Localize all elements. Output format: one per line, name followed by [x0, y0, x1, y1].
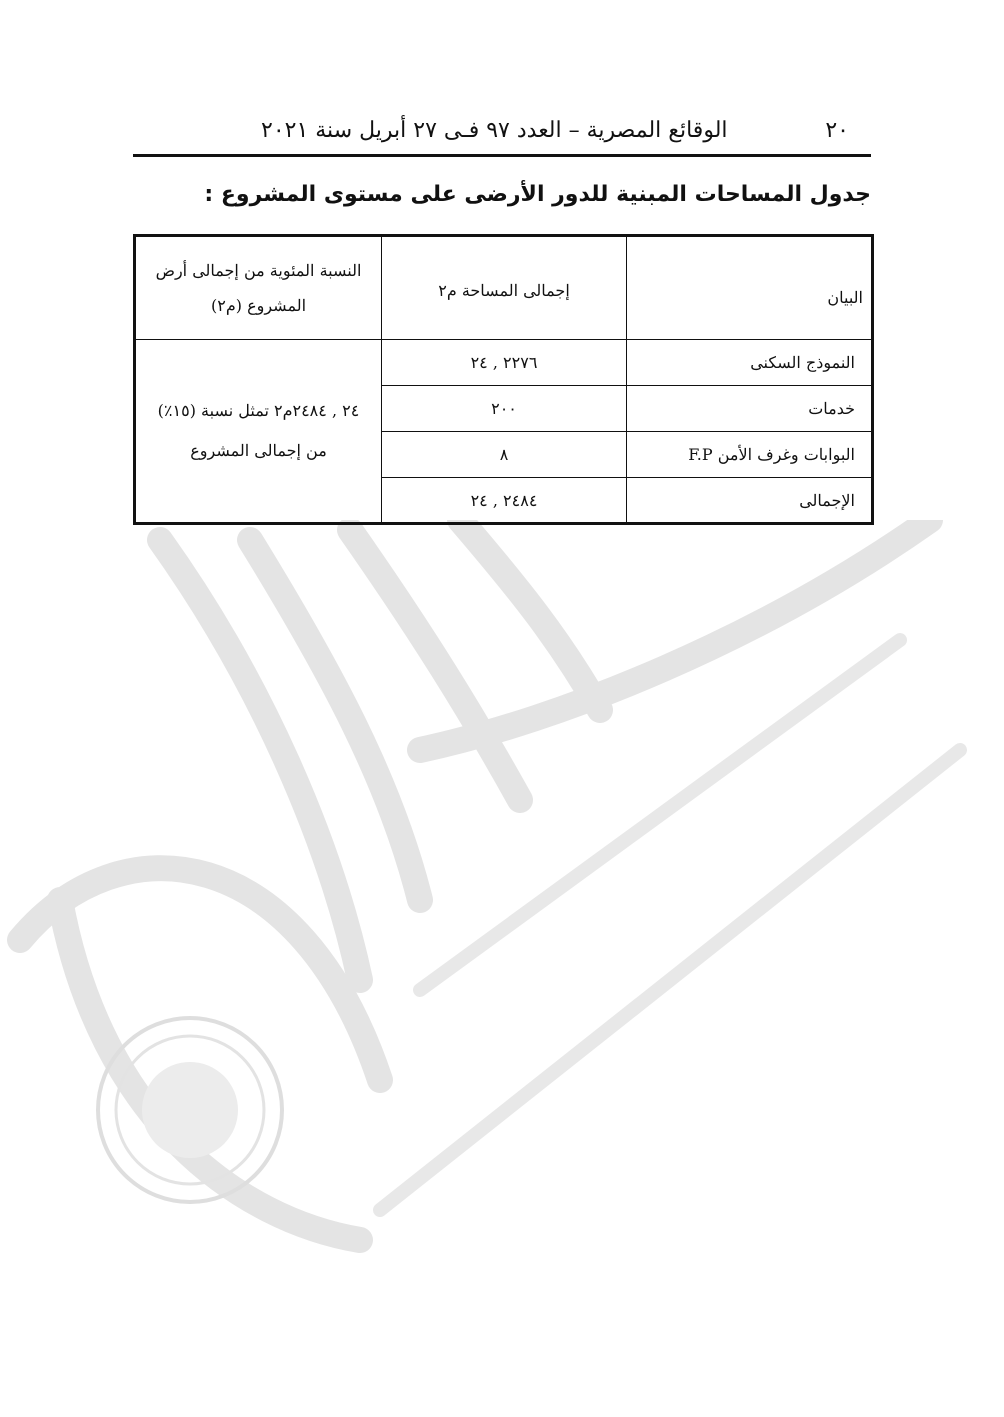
table-row — [135, 340, 873, 386]
table-heading: جدول المساحات المبنية للدور الأرضى على مستوى المشروع : — [204, 182, 871, 207]
row-description: الإجمالى — [627, 478, 873, 524]
watermark-graphic — [0, 520, 1004, 1400]
row-area: ٢٢٧٦ , ٢٤ — [382, 340, 627, 386]
row-area: ٢٤٨٤ , ٢٤ — [382, 478, 627, 524]
header-total-area: إجمالى المساحة م٢ — [382, 236, 627, 340]
header-percentage: النسبة المئوية من إجمالى أرض المشروع (م٢) — [135, 236, 382, 340]
table-header-row — [135, 236, 873, 340]
row-area: ٨ — [382, 432, 627, 478]
row-area: ٢٠٠ — [382, 386, 627, 432]
page-number: ٢٠ — [825, 118, 849, 143]
header-rule — [133, 154, 871, 157]
built-areas-table — [133, 234, 874, 525]
seal-emblem — [98, 1018, 282, 1202]
row-description: البوابات وغرف الأمن F.P — [627, 432, 873, 478]
row-description: النموذج السكنى — [627, 340, 873, 386]
header-description: البيان — [627, 236, 873, 340]
row-description: خدمات — [627, 386, 873, 432]
running-head-title: الوقائع المصرية – العدد ٩٧ فـى ٢٧ أبريل سنة ٢٠٢١ — [261, 118, 728, 143]
percentage-note-cell: ٢٤ , ٢٤٨٤م٢ تمثل نسبة (١٥٪) من إجمالى المشروع — [135, 340, 382, 524]
running-header — [133, 112, 871, 148]
